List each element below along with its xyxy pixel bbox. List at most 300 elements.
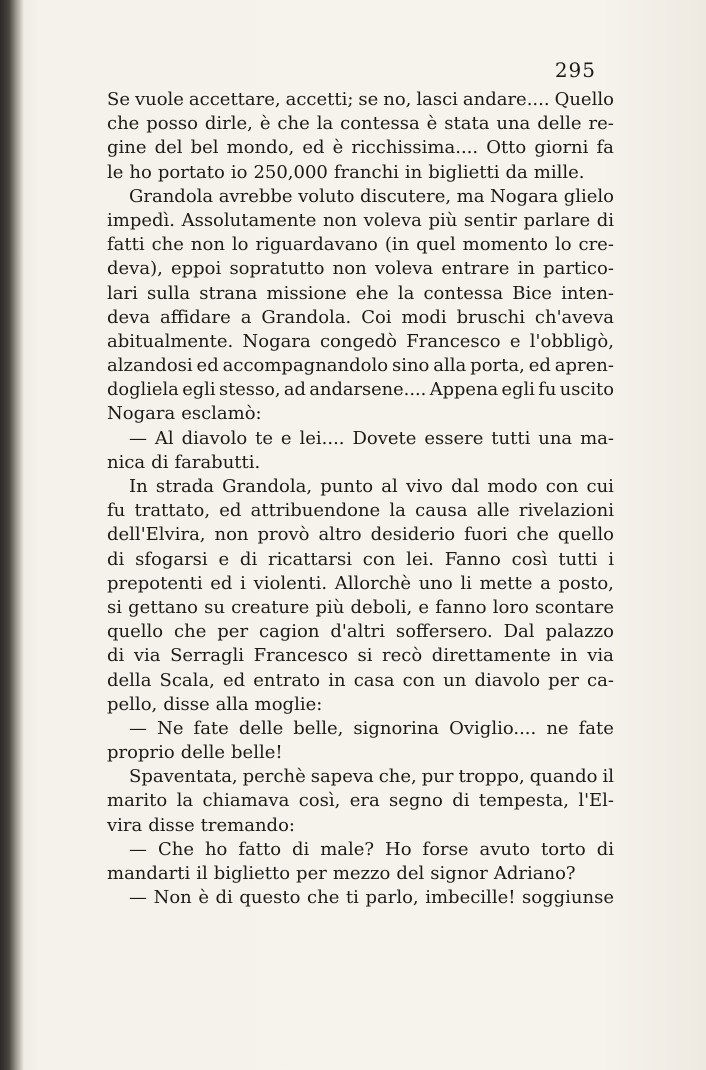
- text-line: [107, 451, 614, 475]
- word: li: [460, 572, 472, 594]
- text-line: [107, 789, 614, 813]
- word: violenti.: [253, 572, 328, 594]
- word: eppoi: [170, 258, 222, 280]
- word: con: [402, 669, 436, 691]
- word: momento: [462, 234, 548, 256]
- word: è: [259, 113, 271, 135]
- word: sapeva: [310, 766, 374, 788]
- word: tremando:: [200, 814, 295, 836]
- word: essere: [424, 427, 484, 449]
- word: quello: [557, 524, 614, 546]
- word: su: [204, 596, 225, 618]
- word: lei....: [299, 427, 345, 449]
- word: proprio: [107, 742, 175, 764]
- word: partico-: [543, 258, 614, 280]
- word: mette: [479, 572, 533, 594]
- word: —: [129, 887, 147, 909]
- word: biglietti: [428, 161, 500, 183]
- word: da: [505, 161, 528, 183]
- word: non: [190, 234, 225, 256]
- word: sopratutto: [229, 258, 325, 280]
- word: —: [129, 717, 147, 739]
- word: sfogarsi: [135, 548, 208, 570]
- word: Francesco: [406, 330, 501, 352]
- word: per: [548, 669, 579, 691]
- text-line: [107, 209, 614, 233]
- word: giorni: [534, 137, 589, 159]
- word: attribuendone: [250, 500, 381, 522]
- word: di: [151, 451, 169, 473]
- word: posso: [146, 113, 198, 135]
- word: delle: [537, 113, 582, 135]
- word: lari: [107, 282, 138, 304]
- word: ricattarsi: [268, 548, 352, 570]
- word: uscito: [559, 379, 614, 401]
- word: di: [107, 645, 125, 667]
- text-line: [107, 306, 614, 330]
- word: entrare: [441, 258, 510, 280]
- word: per: [217, 621, 249, 643]
- word: così: [511, 548, 548, 570]
- word: Spaventata,: [129, 766, 238, 788]
- text-line: [107, 717, 614, 741]
- word: accetti;: [285, 89, 354, 110]
- word: portato: [157, 161, 225, 183]
- text-line: [107, 596, 614, 620]
- word: causa: [415, 500, 468, 522]
- text-line: [107, 378, 614, 402]
- word: fanno: [435, 596, 487, 618]
- word: di: [596, 838, 614, 860]
- word: ed: [222, 669, 246, 691]
- word: in: [517, 258, 535, 280]
- word: vivo: [405, 476, 443, 497]
- word: mandarti: [107, 863, 191, 884]
- word: del: [154, 137, 183, 159]
- word: alle: [476, 500, 510, 522]
- word: egli: [182, 379, 216, 401]
- word: accettare,: [188, 89, 281, 110]
- word: 250,000: [253, 161, 328, 183]
- word: Coi: [361, 306, 392, 328]
- word: ti: [345, 887, 359, 909]
- word: lasci: [416, 89, 458, 110]
- word: se: [358, 89, 379, 110]
- word: dal: [451, 476, 480, 497]
- word: l'obbligò,: [529, 330, 614, 352]
- word: Assolutamente: [181, 209, 317, 231]
- word: voleva: [374, 258, 434, 280]
- word: ma-: [580, 427, 614, 449]
- word: Dovete: [352, 427, 417, 449]
- word: inten-: [561, 282, 614, 304]
- word: ricchissima....: [351, 137, 479, 159]
- word: per: [296, 863, 327, 884]
- word: rivelazioni: [518, 500, 614, 522]
- word: lei.: [406, 548, 434, 570]
- word: fate: [578, 717, 614, 739]
- word: modi: [401, 306, 447, 328]
- word: la: [389, 500, 406, 522]
- word: andare....: [462, 89, 550, 110]
- word: fate: [193, 717, 229, 739]
- word: di: [452, 790, 470, 812]
- word: posto,: [558, 572, 614, 594]
- word: che: [107, 113, 140, 135]
- word: vuole: [134, 89, 184, 110]
- word: stata: [444, 113, 490, 135]
- word: Allorchè: [334, 572, 412, 594]
- word: discutere,: [360, 185, 452, 207]
- word: Ne: [157, 717, 184, 739]
- word: quello: [107, 621, 164, 643]
- word: via: [587, 645, 614, 667]
- word: Fanno: [444, 548, 501, 570]
- body-text: [107, 88, 614, 910]
- word: forse: [422, 838, 469, 860]
- word: cagion: [258, 621, 320, 643]
- word: Ho: [385, 838, 412, 860]
- word: Dal: [503, 621, 535, 643]
- word: Non: [153, 887, 192, 909]
- word: sino: [391, 355, 430, 377]
- text-line: [107, 548, 614, 572]
- word: delle: [180, 742, 226, 764]
- word: alla: [215, 693, 249, 715]
- word: cui: [586, 476, 614, 497]
- word: desiderio: [370, 524, 456, 546]
- word: prepotenti: [107, 572, 203, 594]
- word: palazzo: [545, 621, 614, 643]
- word: riguardavano: [255, 234, 378, 256]
- word: andarsene....: [309, 379, 427, 401]
- word: bel: [190, 137, 219, 159]
- word: bruschi: [456, 306, 525, 328]
- text-line: [107, 886, 614, 910]
- text-line: [107, 741, 614, 765]
- text-line: [107, 814, 614, 838]
- word: fuori: [464, 524, 508, 546]
- word: recò: [382, 645, 423, 667]
- word: moglie:: [254, 693, 323, 715]
- word: dogliela: [107, 379, 179, 401]
- word: te: [255, 427, 273, 449]
- word: deboli,: [350, 596, 413, 618]
- word: perchè: [242, 766, 306, 788]
- word: affidare: [160, 306, 231, 328]
- word: Quello: [554, 89, 614, 110]
- word: gettano: [128, 596, 198, 618]
- word: fatto: [238, 838, 282, 860]
- word: ne: [546, 717, 569, 739]
- word: di: [215, 887, 233, 909]
- word: fatti: [107, 234, 145, 256]
- word: farabutti.: [174, 451, 261, 473]
- word: con: [545, 476, 579, 497]
- word: era: [349, 790, 380, 812]
- word: della: [107, 669, 152, 691]
- word: biglietto: [213, 863, 291, 884]
- word: lo: [231, 234, 249, 256]
- word: mille.: [533, 161, 585, 183]
- word: la: [176, 790, 194, 812]
- word: che: [151, 234, 184, 256]
- word: altro: [318, 524, 362, 546]
- word: il: [602, 766, 614, 788]
- word: ed: [210, 572, 233, 594]
- word: ma: [456, 185, 485, 207]
- word: che: [307, 887, 340, 909]
- word: è: [332, 137, 344, 159]
- word: di: [107, 548, 125, 570]
- word: marito: [107, 790, 168, 812]
- word: signorina: [353, 717, 440, 739]
- word: si: [107, 596, 122, 618]
- word: esclamò:: [181, 403, 262, 425]
- word: non: [214, 524, 249, 546]
- word: Scala,: [159, 669, 215, 691]
- word: a: [540, 572, 551, 594]
- word: una: [538, 427, 573, 449]
- word: non: [332, 258, 367, 280]
- word: vira: [107, 814, 143, 836]
- word: che: [277, 113, 310, 135]
- word: pur: [421, 766, 454, 788]
- word: un: [443, 669, 467, 691]
- word: io: [230, 161, 248, 183]
- word: contessa: [423, 282, 504, 304]
- word: voluto: [298, 185, 355, 207]
- text-line: [107, 693, 614, 717]
- word: troppo,: [458, 766, 525, 788]
- word: ca-: [587, 669, 614, 691]
- word: e: [280, 427, 292, 449]
- word: di: [596, 209, 614, 231]
- word: che,: [378, 766, 417, 788]
- word: parlare: [523, 209, 591, 231]
- text-line: [107, 185, 614, 209]
- word: strana: [199, 282, 258, 304]
- word: d'altri: [330, 621, 385, 643]
- word: soffersero.: [395, 621, 493, 643]
- word: tutti: [558, 548, 598, 570]
- word: l'El-: [578, 790, 614, 812]
- word: Al: [154, 427, 174, 449]
- word: accompagnandolo: [222, 355, 389, 377]
- word: glielo: [563, 185, 614, 207]
- text-line: [107, 644, 614, 668]
- word: no,: [383, 89, 412, 110]
- word: diavolo: [474, 669, 541, 691]
- text-line: [107, 838, 614, 862]
- word: e: [418, 596, 430, 618]
- word: quando: [529, 766, 598, 788]
- word: questo: [239, 887, 301, 909]
- word: al: [381, 476, 398, 497]
- word: In: [129, 476, 148, 497]
- word: trattato,: [134, 500, 211, 522]
- word: disse: [163, 693, 210, 715]
- word: strada: [155, 476, 214, 497]
- word: nica: [107, 451, 146, 473]
- text-line: [107, 862, 614, 886]
- word: Grandola.: [261, 306, 352, 328]
- word: Oviglio....: [449, 717, 537, 739]
- word: non: [322, 209, 357, 231]
- word: tutti: [491, 427, 531, 449]
- word: Serragli: [170, 645, 245, 667]
- word: segno: [389, 790, 443, 812]
- word: in: [560, 645, 578, 667]
- word: ehe: [355, 282, 389, 304]
- word: punto: [320, 476, 374, 497]
- word: via: [133, 645, 161, 667]
- word: e: [218, 548, 230, 570]
- text-line: [107, 475, 614, 499]
- text-line: [107, 88, 614, 112]
- word: belle!: [231, 742, 283, 764]
- page-number: 295: [554, 58, 596, 82]
- word: belle,: [293, 717, 344, 739]
- word: cre-: [578, 234, 614, 256]
- word: Grandola: [129, 185, 214, 207]
- word: porta,: [470, 355, 525, 377]
- word: pello,: [107, 693, 158, 715]
- word: torto: [541, 838, 586, 860]
- word: creature: [231, 596, 310, 618]
- word: Se: [107, 89, 130, 110]
- text-line: [107, 572, 614, 596]
- word: con: [362, 548, 396, 570]
- word: una: [496, 113, 531, 135]
- word: Che: [157, 838, 194, 860]
- word: la: [316, 113, 334, 135]
- word: più: [315, 596, 345, 618]
- word: i: [608, 548, 614, 570]
- word: ed: [302, 137, 325, 159]
- text-line: [107, 620, 614, 644]
- word: è: [426, 113, 438, 135]
- word: deva: [107, 306, 151, 328]
- word: ed: [528, 355, 551, 377]
- text-line: [107, 161, 614, 185]
- word: signor: [430, 863, 488, 884]
- word: chiamava: [202, 790, 290, 812]
- word: in: [404, 161, 423, 183]
- text-line: [107, 282, 614, 306]
- word: fu: [107, 500, 126, 522]
- text-line: [107, 354, 614, 378]
- word: Bice: [512, 282, 552, 304]
- word: fa: [596, 137, 614, 159]
- word: egli: [501, 379, 535, 401]
- word: e: [509, 330, 521, 352]
- word: del: [396, 863, 425, 884]
- word: —: [129, 427, 147, 449]
- word: lo: [554, 234, 572, 256]
- word: male?: [320, 838, 375, 860]
- word: parlo,: [365, 887, 419, 909]
- word: (in: [384, 234, 410, 256]
- text-line: [107, 523, 614, 547]
- text-line: [107, 112, 614, 136]
- word: direttamente: [431, 645, 551, 667]
- word: ed: [196, 355, 219, 377]
- word: quel: [416, 234, 456, 256]
- word: è: [198, 887, 209, 909]
- word: sulla: [147, 282, 191, 304]
- word: —: [129, 838, 147, 860]
- word: alla: [433, 355, 467, 377]
- word: ch'aveva: [534, 306, 614, 328]
- word: che: [174, 621, 207, 643]
- word: apren-: [554, 355, 614, 377]
- word: che: [516, 524, 549, 546]
- word: gine: [107, 137, 147, 159]
- word: di: [239, 548, 258, 570]
- word: re-: [588, 113, 614, 135]
- text-line: [107, 136, 614, 160]
- word: Otto: [486, 137, 527, 159]
- word: ad: [283, 379, 306, 401]
- word: fu: [538, 379, 557, 401]
- word: dell'Elvira,: [107, 524, 206, 546]
- word: impedì.: [107, 209, 176, 231]
- word: provò: [257, 524, 310, 546]
- word: a: [240, 306, 252, 328]
- word: modo: [487, 476, 538, 497]
- word: entrato: [253, 669, 321, 691]
- word: ed: [219, 500, 242, 522]
- word: Adriano?: [493, 863, 576, 884]
- word: Nogara: [242, 330, 311, 352]
- word: mondo,: [226, 137, 295, 159]
- word: dirle,: [204, 113, 253, 135]
- word: tempesta,: [478, 790, 569, 812]
- word: Grandola,: [222, 476, 313, 497]
- word: casa: [353, 669, 395, 691]
- word: in: [328, 669, 346, 691]
- word: avrebbe: [218, 185, 293, 207]
- word: uno: [418, 572, 453, 594]
- word: deva),: [107, 258, 163, 280]
- word: soggiunse: [522, 887, 614, 909]
- text-line: [107, 402, 614, 426]
- word: così,: [298, 790, 341, 812]
- text-line: [107, 330, 614, 354]
- word: mezzo: [332, 863, 391, 884]
- word: diavolo: [181, 427, 248, 449]
- word: missione: [266, 282, 347, 304]
- word: stesso,: [218, 379, 281, 401]
- text-line: [107, 499, 614, 523]
- word: avuto: [479, 838, 531, 860]
- word: il: [196, 863, 208, 884]
- text-line: [107, 257, 614, 281]
- word: imbecille!: [425, 887, 516, 909]
- word: congedò: [319, 330, 398, 352]
- word: le: [107, 161, 124, 183]
- word: Appena: [429, 379, 499, 401]
- word: ho: [129, 161, 152, 183]
- word: si: [357, 645, 373, 667]
- word: voleva: [363, 209, 422, 231]
- book-spine-shadow: [0, 0, 24, 1070]
- text-line: [107, 765, 614, 789]
- word: scontare: [535, 596, 614, 618]
- word: più: [428, 209, 458, 231]
- text-line: [107, 233, 614, 257]
